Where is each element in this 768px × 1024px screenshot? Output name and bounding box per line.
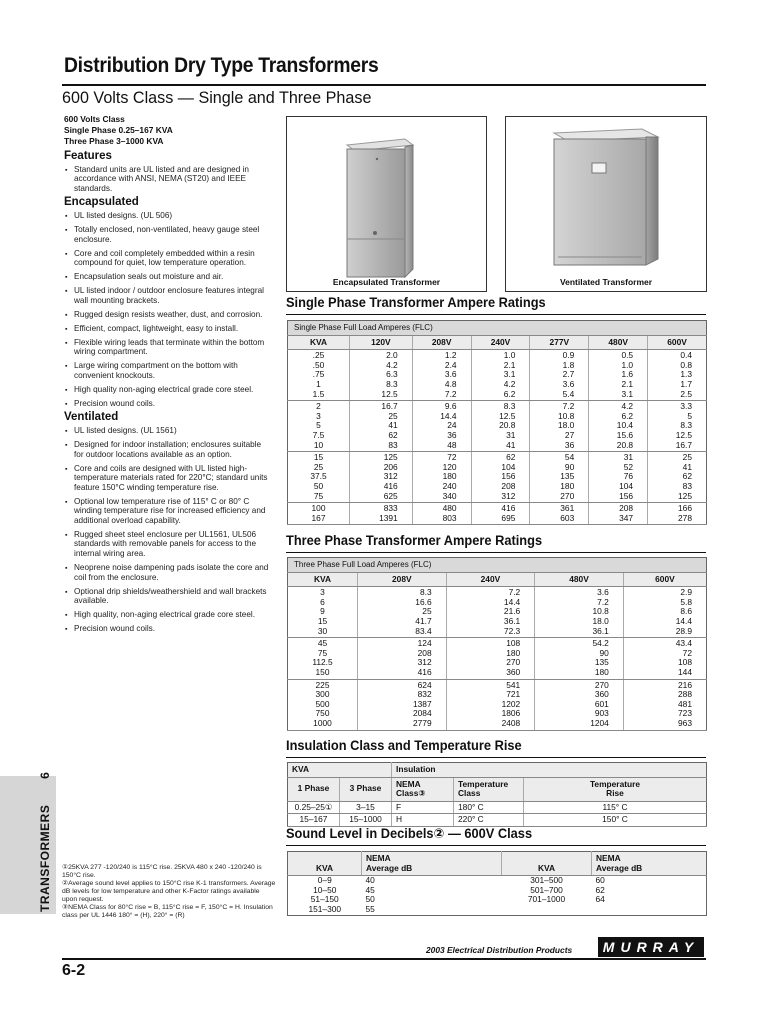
amp-cell xyxy=(412,350,471,401)
cell-values: 2.9 5.8 8.6 14.4 28.9 xyxy=(675,587,692,636)
list-item: ▪ UL listed designs. (UL 1561) xyxy=(64,426,270,436)
list-item: ▪ Core and coils are designed with UL listed high-temperature materials rated for 220°C; standard units feature 150°C winding temperature rise. xyxy=(64,464,270,493)
cell-values: 25 41 62 83 125 xyxy=(678,452,692,501)
column-header: 277V xyxy=(530,335,589,350)
table-row xyxy=(288,814,707,827)
sound-title: Sound Level in Decibels② — 600V Class xyxy=(286,826,533,841)
list-item: ▪ Standard units are UL listed and are designed in accordance with ANSI, NEMA (ST20) and IEEE standards. xyxy=(64,165,270,194)
amp-cell xyxy=(589,503,648,525)
ventilated-caption: Ventilated Transformer xyxy=(559,277,653,287)
table-row-group xyxy=(288,587,707,638)
col-1phase: 1 Phase xyxy=(288,777,340,801)
features-list xyxy=(64,165,270,194)
list-item: ▪ Precision wound coils. xyxy=(64,624,270,634)
insulation-header: Insulation xyxy=(392,763,707,778)
footnote: ③NEMA Class for 80°C rise = B, 115°C rise = F, 150°C = H. Insulation class per UL 1446 180° = (H), 220° = (R) xyxy=(62,904,273,919)
sound-table xyxy=(287,851,707,916)
amp-cell xyxy=(446,679,535,730)
amp-cell xyxy=(530,452,589,503)
kva-cell xyxy=(288,401,350,452)
ventilated-transformer-image xyxy=(506,117,706,291)
single-phase-header-row xyxy=(288,335,707,350)
col-temp-rise xyxy=(524,777,707,801)
cell-values: 8.3 16.6 25 41.7 83.4 xyxy=(415,587,432,636)
amp-cell xyxy=(350,503,413,525)
insulation-body xyxy=(288,801,707,826)
amp-cell xyxy=(412,452,471,503)
list-item: ▪ Rugged design resists weather, dust, and corrosion. xyxy=(64,310,270,320)
cell-values: 0.4 0.8 1.3 1.7 2.5 xyxy=(680,350,692,399)
amp-cell xyxy=(358,587,447,638)
column-header: 240V xyxy=(446,572,535,587)
rating-line: 600 Volts Class xyxy=(64,114,125,124)
encapsulated-heading: Encapsulated xyxy=(64,196,139,209)
col-3phase: 3 Phase xyxy=(340,777,392,801)
sound-kva-2 xyxy=(502,876,592,915)
side-tab-text: TRANSFORMERS xyxy=(38,804,52,912)
column-header: 480V xyxy=(589,335,648,350)
amp-cell xyxy=(350,401,413,452)
amp-cell xyxy=(530,401,589,452)
col-temp-class xyxy=(454,777,524,801)
insulation-table xyxy=(287,762,707,827)
amp-cell xyxy=(530,503,589,525)
cell-values: 3 6 9 15 30 xyxy=(317,587,328,636)
sound-kva-values-1: 0–9 10–50 51–150 151–300 xyxy=(308,875,342,914)
list-item: ▪ Efficient, compact, lightweight, easy to install. xyxy=(64,324,270,334)
cell-values: 541 721 1202 1806 2408 xyxy=(501,679,521,728)
column-header: 120V xyxy=(350,335,413,350)
section-rule xyxy=(286,845,706,846)
cell-values: 1.2 2.4 3.6 4.8 7.2 xyxy=(444,350,457,399)
table-cell: 180° C xyxy=(454,801,524,814)
rating-line: Three Phase 3–1000 KVA xyxy=(64,136,164,146)
amp-cell xyxy=(648,350,707,401)
column-header: 208V xyxy=(358,572,447,587)
cell-values: 72 120 180 240 340 xyxy=(442,452,457,501)
amp-cell xyxy=(589,350,648,401)
page-number: 6-2 xyxy=(62,962,86,979)
three-phase-title: Three Phase Transformer Ampere Ratings xyxy=(286,533,543,548)
ratings-block xyxy=(64,114,270,147)
table-cell: 150° C xyxy=(524,814,707,827)
kva-cell xyxy=(288,638,358,679)
table-row-group xyxy=(288,638,707,679)
amp-cell xyxy=(648,401,707,452)
cell-values: 108 180 270 360 xyxy=(506,638,521,677)
table-cell: 3–15 xyxy=(340,801,392,814)
kva-cell xyxy=(288,350,350,401)
cell-values: 15 25 37.5 50 75 xyxy=(310,452,327,501)
list-item: ▪ Rugged sheet steel enclosure per UL1561, UL506 standards with removable panels for access to the internal wiring area. xyxy=(64,530,270,559)
table-cell: 0.25–25① xyxy=(288,801,340,814)
sound-db-values-2: 60 62 64 xyxy=(595,875,605,905)
table-row-group xyxy=(288,452,707,503)
list-item: ▪ Core and coil completely embedded within a resin compound for quiet, low temperature operation. xyxy=(64,249,270,268)
amp-cell xyxy=(648,503,707,525)
amp-cell xyxy=(350,350,413,401)
list-item: ▪ Large wiring compartment on the bottom with convenient knockouts. xyxy=(64,361,270,380)
side-tab-number: 6 xyxy=(38,771,52,779)
sound-kva-values-2: 301–500 501–700 701–1000 xyxy=(527,875,566,905)
amp-cell xyxy=(358,679,447,730)
column-header: KVA xyxy=(288,335,350,350)
table-cell: F xyxy=(392,801,454,814)
section-rule xyxy=(286,757,706,758)
encapsulated-caption: Encapsulated Transformer xyxy=(332,277,441,287)
list-item: ▪ Precision wound coils. xyxy=(64,399,270,409)
cell-values: 62 104 156 208 312 xyxy=(501,452,516,501)
cell-values: 416 695 xyxy=(501,503,516,523)
three-phase-caption: Three Phase Full Load Amperes (FLC) xyxy=(288,558,707,573)
three-phase-header-row xyxy=(288,572,707,587)
sound-db-header-2 xyxy=(592,852,707,876)
sound-kva-1 xyxy=(288,876,362,915)
cell-values: 1.0 2.1 3.1 4.2 6.2 xyxy=(503,350,516,399)
cell-values: 54.2 90 135 180 xyxy=(592,638,609,677)
cell-values: 2.0 4.2 6.3 8.3 12.5 xyxy=(381,350,398,399)
encapsulated-list xyxy=(64,211,270,408)
table-cell: 115° C xyxy=(524,801,707,814)
cell-values: 624 832 1387 2084 2779 xyxy=(412,679,432,728)
amp-cell xyxy=(623,679,706,730)
list-item: ▪ Encapsulation seals out moisture and air. xyxy=(64,272,270,282)
sound-kva-header-2: KVA xyxy=(502,852,592,876)
amp-cell xyxy=(412,503,471,525)
amp-cell xyxy=(648,452,707,503)
cell-values: 3.6 7.2 10.8 18.0 36.1 xyxy=(592,587,609,636)
cell-values: 480 803 xyxy=(442,503,457,523)
cell-values: 45 75 112.5 150 xyxy=(312,638,333,677)
single-phase-body xyxy=(288,350,707,525)
cell-values: 361 603 xyxy=(560,503,575,523)
table-row-group xyxy=(288,679,707,730)
amp-cell xyxy=(471,401,530,452)
single-phase-title: Single Phase Transformer Ampere Ratings xyxy=(286,295,546,310)
list-item: ▪ UL listed designs. (UL 506) xyxy=(64,211,270,221)
ventilated-list xyxy=(64,426,270,634)
page-title: Distribution Dry Type Transformers xyxy=(64,54,379,77)
cell-values: 225 300 500 750 1000 xyxy=(313,679,332,728)
section-rule xyxy=(286,552,706,553)
sound-db-values-1: 40 45 50 55 xyxy=(365,875,375,914)
side-tab-label xyxy=(38,772,52,912)
cell-values: 0.5 1.0 1.6 2.1 3.1 xyxy=(621,350,634,399)
sound-kva-header: KVA xyxy=(288,852,362,876)
kva-header: KVA xyxy=(288,763,392,778)
amp-cell xyxy=(358,638,447,679)
cell-values: 16.7 25 41 62 83 xyxy=(381,401,398,450)
single-phase-table xyxy=(287,320,707,525)
amp-cell xyxy=(471,350,530,401)
footer-rule xyxy=(62,958,706,960)
cell-values: 100 167 xyxy=(311,503,326,523)
list-item: ▪ Flexible wiring leads that terminate within the bottom wiring compartment. xyxy=(64,338,270,357)
left-column xyxy=(64,114,270,638)
three-phase-table xyxy=(287,557,707,731)
sound-db-header-label-2: NEMA Average dB xyxy=(596,853,643,873)
column-header: KVA xyxy=(288,572,358,587)
list-item: ▪ High quality, non-aging electrical grade core steel. xyxy=(64,610,270,620)
table-row-group xyxy=(288,401,707,452)
list-item: ▪ Neoprene noise dampening pads isolate the core and coil from the enclosure. xyxy=(64,563,270,582)
three-phase-body xyxy=(288,587,707,730)
kva-cell xyxy=(288,503,350,525)
cell-values: 31 52 76 104 156 xyxy=(619,452,634,501)
amp-cell xyxy=(471,503,530,525)
kva-cell xyxy=(288,587,358,638)
table-row-group xyxy=(288,503,707,525)
murray-logo: MURRAY xyxy=(598,937,704,957)
footnotes xyxy=(62,864,276,920)
amp-cell xyxy=(471,452,530,503)
table-cell: 15–1000 xyxy=(340,814,392,827)
sound-db-header-label: NEMA Average dB xyxy=(366,853,413,873)
amp-cell xyxy=(535,638,624,679)
amp-cell xyxy=(589,401,648,452)
cell-values: 2 3 5 7.5 10 xyxy=(312,401,325,450)
sound-db-header xyxy=(362,852,502,876)
encapsulated-transformer-image xyxy=(287,117,486,291)
page-subtitle: 600 Volts Class — Single and Three Phase xyxy=(62,88,372,107)
title-rule xyxy=(62,84,706,86)
cell-values: .25 .50 .75 1 1.5 xyxy=(312,350,325,399)
amp-cell xyxy=(530,350,589,401)
footnote: ①25KVA 277 -120/240 is 115°C rise. 25KVA 480 x 240 -120/240 is 150°C rise. xyxy=(62,864,262,879)
ventilated-photo xyxy=(505,116,707,292)
amp-cell xyxy=(623,638,706,679)
kva-cell xyxy=(288,452,350,503)
col-nema-class: NEMA Class③ xyxy=(392,777,454,801)
sound-db-1 xyxy=(362,876,502,915)
cell-values: 216 288 481 723 963 xyxy=(678,679,692,728)
single-phase-caption: Single Phase Full Load Amperes (FLC) xyxy=(288,321,707,336)
amp-cell xyxy=(535,587,624,638)
amp-cell xyxy=(350,452,413,503)
kva-cell xyxy=(288,679,358,730)
list-item: ▪ Totally enclosed, non-ventilated, heavy gauge steel enclosure. xyxy=(64,225,270,244)
amp-cell xyxy=(535,679,624,730)
cell-values: 124 208 312 416 xyxy=(417,638,432,677)
cell-values: 270 360 601 903 1204 xyxy=(590,679,609,728)
ventilated-heading: Ventilated xyxy=(64,411,119,424)
cell-values: 7.2 14.4 21.6 36.1 72.3 xyxy=(503,587,521,636)
sound-db-2 xyxy=(592,876,707,915)
column-header: 600V xyxy=(623,572,706,587)
cell-values: 4.2 6.2 10.4 15.6 20.8 xyxy=(616,401,634,450)
footnote: ②Average sound level applies to 150°C rise K-1 transformers. Average dB levels for low temperature and other K-Factor ratings available upon request. xyxy=(62,880,276,903)
column-header: 240V xyxy=(471,335,530,350)
encapsulated-photo xyxy=(286,116,487,292)
col-temp-rise-label: Temperature Rise xyxy=(589,778,641,799)
cell-values: 833 1391 xyxy=(379,503,398,523)
section-rule xyxy=(286,314,706,315)
amp-cell xyxy=(446,587,535,638)
features-heading: Features xyxy=(64,150,112,162)
table-cell: H xyxy=(392,814,454,827)
table-cell: 15–167 xyxy=(288,814,340,827)
column-header: 208V xyxy=(412,335,471,350)
list-item: ▪ High quality non-aging electrical grade core steel. xyxy=(64,385,270,395)
list-item: ▪ Optional low temperature rise of 115° C or 80° C winding temperature rise for increased efficiency and additional overload capability. xyxy=(64,497,270,526)
table-row-group xyxy=(288,350,707,401)
cell-values: 3.3 5 8.3 12.5 16.7 xyxy=(675,401,692,450)
cell-values: 208 347 xyxy=(619,503,634,523)
table-row xyxy=(288,801,707,814)
list-item: ▪ Optional drip shields/weathershield and wall brackets available. xyxy=(64,587,270,606)
cell-values: 54 90 135 180 270 xyxy=(560,452,575,501)
cell-values: 43.4 72 108 144 xyxy=(675,638,692,677)
list-item: ▪ Designed for indoor installation; enclosures suitable for outdoor locations available as an option. xyxy=(64,440,270,459)
column-header: 600V xyxy=(648,335,707,350)
cell-values: 166 278 xyxy=(678,503,692,523)
insulation-title: Insulation Class and Temperature Rise xyxy=(286,738,522,753)
col-temp-class-label: Temperature Class xyxy=(458,778,509,799)
list-item: ▪ UL listed indoor / outdoor enclosure features integral wall mounting brackets. xyxy=(64,286,270,305)
amp-cell xyxy=(589,452,648,503)
cell-values: 8.3 12.5 20.8 31 41 xyxy=(499,401,516,450)
cell-values: 9.6 14.4 24 36 48 xyxy=(440,401,457,450)
cell-values: 125 206 312 416 625 xyxy=(383,452,398,501)
amp-cell xyxy=(446,638,535,679)
amp-cell xyxy=(412,401,471,452)
publication-title: 2003 Electrical Distribution Products xyxy=(426,945,573,955)
amp-cell xyxy=(623,587,706,638)
table-cell: 220° C xyxy=(454,814,524,827)
column-header: 480V xyxy=(535,572,624,587)
cell-values: 7.2 10.8 18.0 27 36 xyxy=(557,401,575,450)
cell-values: 0.9 1.8 2.7 3.6 5.4 xyxy=(562,350,575,399)
rating-line: Single Phase 0.25–167 KVA xyxy=(64,125,173,135)
